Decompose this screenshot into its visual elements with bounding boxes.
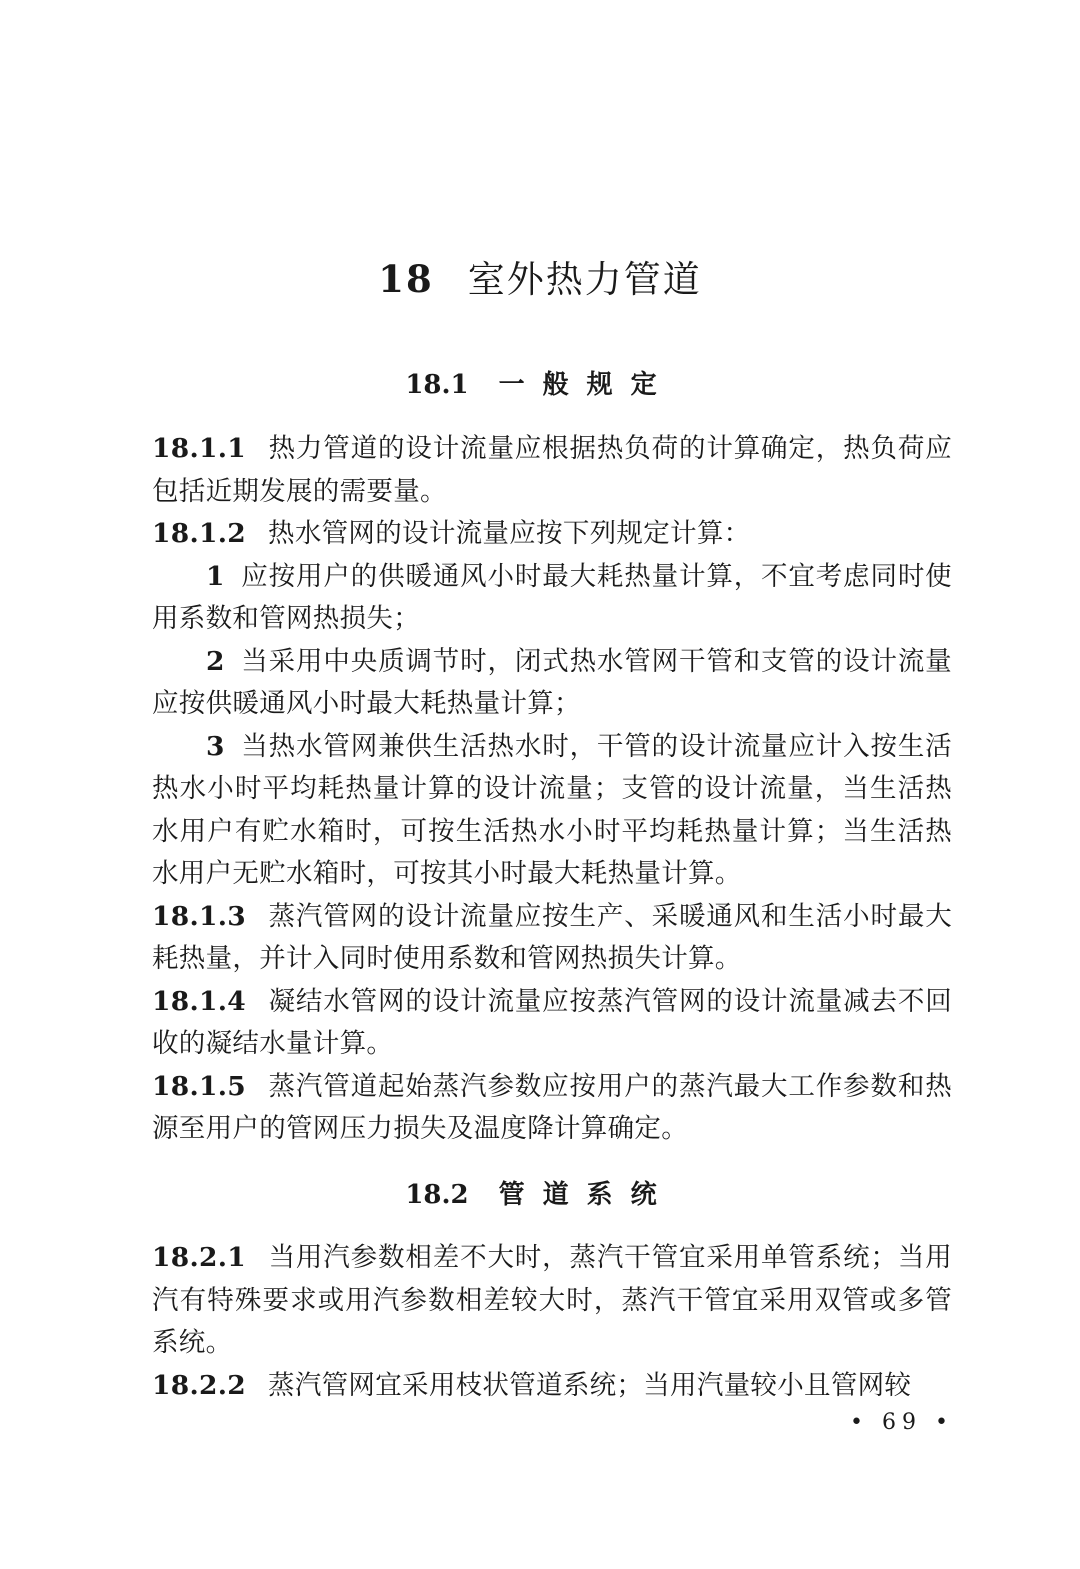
clause-number: 18.1.2 bbox=[152, 518, 247, 549]
item-text: 应按用户的供暖通风小时最大耗热量计算，不宜考虑同时使用系数和管网热损失； bbox=[152, 560, 952, 634]
clause-number: 18.1.3 bbox=[152, 900, 247, 932]
section-name: 管道系统 bbox=[498, 1180, 675, 1210]
list-item-3 bbox=[152, 726, 952, 896]
clause-text: 蒸汽管网的设计流量应按生产、采暖通风和生活小时最大耗热量，并计入同时使用系数和管网热损失计算。 bbox=[152, 900, 952, 974]
clause-18-1-1 bbox=[152, 428, 952, 513]
clause-text: 凝结水管网的设计流量应按蒸汽管网的设计流量减去不回收的凝结水量计算。 bbox=[152, 985, 952, 1059]
item-text: 当热水管网兼供生活热水时，干管的设计流量应计入按生活热水小时平均耗热量计算的设计流量；支管的设计流量，当生活热水用户有贮水箱时，可按生活热水小时平均耗热量计算；当生活热水用户无贮水箱时，可按其小时最大耗热量计算。 bbox=[152, 730, 952, 889]
clause-number: 18.1.4 bbox=[152, 985, 247, 1017]
clause-18-1-2 bbox=[152, 513, 952, 556]
section-number: 18.1 bbox=[405, 370, 469, 400]
clause-text: 蒸汽管网宜采用枝状管道系统；当用汽量较小且管网较 bbox=[268, 1369, 912, 1401]
item-number: 2 bbox=[206, 645, 225, 677]
section-number: 18.2 bbox=[405, 1180, 469, 1210]
clause-text: 热力管道的设计流量应根据热负荷的计算确定，热负荷应包括近期发展的需要量。 bbox=[152, 433, 952, 507]
section-body-18-2 bbox=[152, 1237, 952, 1407]
chapter-name: 室外热力管道 bbox=[467, 258, 702, 301]
clause-18-1-5 bbox=[152, 1066, 952, 1151]
chapter-title bbox=[0, 252, 1080, 307]
clause-number: 18.2.2 bbox=[152, 1369, 247, 1401]
clause-text: 当用汽参数相差不大时，蒸汽干管宜采用单管系统；当用汽有特殊要求或用汽参数相差较大时，蒸汽干管宜采用双管或多管系统。 bbox=[152, 1242, 952, 1358]
clause-18-1-4 bbox=[152, 981, 952, 1066]
clause-18-2-2 bbox=[152, 1365, 952, 1408]
chapter-number: 18 bbox=[378, 257, 434, 301]
clause-number: 18.1.1 bbox=[152, 433, 247, 464]
section-body-18-1 bbox=[152, 428, 952, 1151]
item-text: 当采用中央质调节时，闭式热水管网干管和支管的设计流量应按供暖通风小时最大耗热量计算； bbox=[152, 645, 952, 719]
clause-text: 热水管网的设计流量应按下列规定计算： bbox=[268, 518, 751, 549]
clause-18-1-3 bbox=[152, 896, 952, 981]
clause-18-2-1 bbox=[152, 1237, 952, 1365]
section-name: 一般规定 bbox=[498, 370, 675, 400]
item-number: 3 bbox=[206, 730, 225, 762]
section-heading-18-1 bbox=[0, 365, 1080, 405]
list-item-2 bbox=[152, 641, 952, 726]
section-heading-18-2 bbox=[0, 1175, 1080, 1215]
clause-number: 18.1.5 bbox=[152, 1070, 247, 1102]
item-number: 1 bbox=[206, 560, 225, 592]
list-item-1 bbox=[152, 556, 952, 641]
page-number: • 69 • bbox=[850, 1410, 954, 1435]
clause-text: 蒸汽管道起始蒸汽参数应按用户的蒸汽最大工作参数和热源至用户的管网压力损失及温度降计算确定。 bbox=[152, 1070, 952, 1144]
clause-number: 18.2.1 bbox=[152, 1242, 247, 1273]
